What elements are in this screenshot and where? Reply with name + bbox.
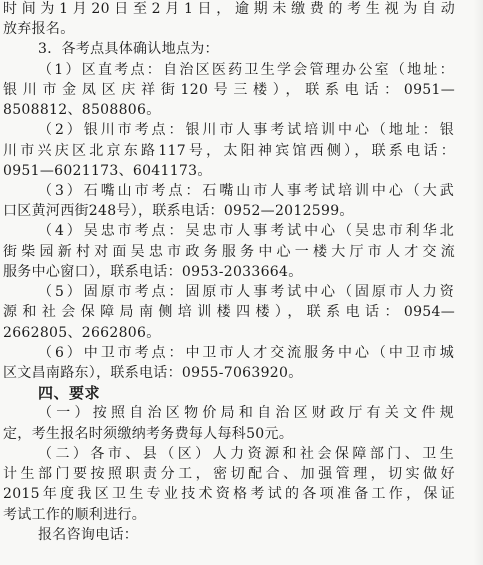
text-line-10: （3）石嘴山市考点：石嘴山市人事考试培训中心（大武 [38,183,454,199]
text-line-27: 报名咨询电话： [38,526,139,543]
text-line-11: 口区黄河西街248号），联系电话：0952—2012599。 [3,203,354,220]
text-line-3: 3．各考点具体确认地点为： [38,41,219,58]
text-line-6: 8508812、8508806。 [3,102,161,119]
section-heading-requirements: 四、要求 [38,384,101,403]
text-line-26: 考试工作的顺利进行。 [3,506,146,523]
text-line-13: 街柴园新村对面吴忠市政务服务中心一楼大厅市人才交流 [3,243,455,260]
text-line-14: 服务中心窗口），联系电话：0953-2033664。 [3,263,303,280]
text-line-4: （1）区直考点：自治区医药卫生学会管理办公室（地址： [38,61,454,78]
text-line-5: 银川市金凤区庆祥街120号三楼），联系电话：0951— [3,81,455,98]
text-line-16: 源和社会保障局南侧培训楼四楼），联系电话：0954— [3,304,455,321]
text-line-9: 0951—6021173、6041173。 [3,162,212,179]
text-line-18: （6）中卫市考点：中卫市人才交流服务中心（中卫市城 [38,344,454,361]
text-line-7: （2）银川市考点：银川市人事考试培训中心（地址：银 [38,122,454,139]
text-line-25: 2015年度我区卫生专业技术资格考试的各项准备工作，保证 [3,486,455,503]
text-line-24: 计生部门要按照职责分工，密切配合、加强管理，切实做好 [3,466,455,483]
text-line-15: （5）固原市考点：固原市人事考试中心（固原市人力资 [38,284,454,301]
text-line-23: （二）各市、县（区）人力资源和社会保障部门、卫生 [38,445,454,462]
scan-edge-shadow [473,0,483,565]
text-line-19: 区文昌南路东），联系电话：0955-7063920。 [3,365,303,381]
text-line-2: 放弃报名。 [3,21,75,38]
text-line-12: （4）吴忠市考点：吴忠市人事考试中心（吴忠市利华北 [38,223,454,240]
text-line-8: 川市兴庆区北京东路117号，太阳神宾馆西侧），联系电话： [3,142,455,159]
text-line-21: （一）按照自治区物价局和自治区财政厅有关文件规 [38,405,454,422]
text-line-1: 时间为1月20日至2月1日，逾期未缴费的考生视为自动 [3,1,455,17]
text-line-22: 定，考生报名时须缴纳考务费每人每科50元。 [3,425,294,442]
text-line-17: 2662805、2662806。 [3,324,161,341]
